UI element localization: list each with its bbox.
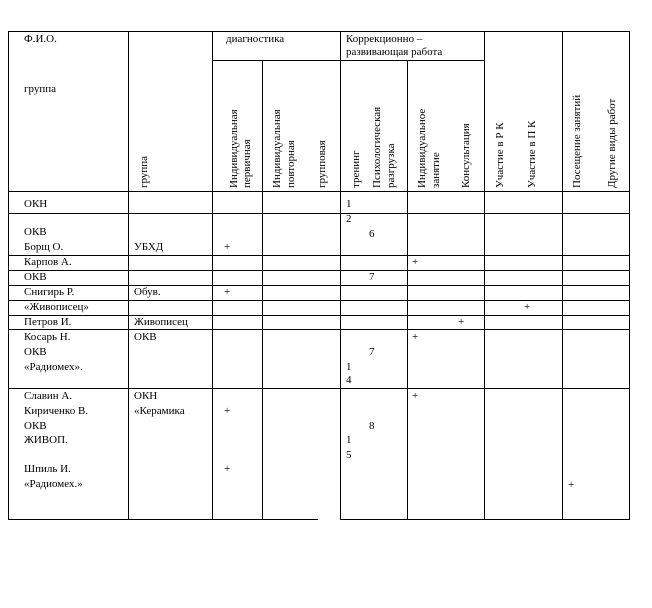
header-part-rk: Участие в Р К bbox=[494, 122, 506, 188]
cell-ind-primary: + bbox=[224, 463, 231, 475]
table-rule bbox=[562, 31, 563, 520]
cell-name: Шпиль И. bbox=[24, 463, 71, 475]
cell-psych: 6 bbox=[369, 228, 375, 240]
cell-name: Снигирь Р. bbox=[24, 286, 75, 298]
cell-ind-session: + bbox=[412, 256, 419, 268]
header-visit: Посещение занятий bbox=[571, 94, 583, 188]
table-rule bbox=[629, 31, 630, 520]
cell-name: Косарь Н. bbox=[24, 331, 71, 343]
table-rule bbox=[8, 255, 630, 256]
cell-name: Борщ О. bbox=[24, 241, 64, 253]
cell-name: ЖИВОП. bbox=[24, 434, 68, 446]
table-rule bbox=[8, 270, 630, 271]
table-rule bbox=[212, 31, 213, 520]
table-rule bbox=[8, 191, 630, 192]
cell-training: 5 bbox=[346, 449, 352, 461]
header-correction: Коррекционно – bbox=[346, 33, 423, 45]
cell-name: Кириченко В. bbox=[24, 405, 89, 417]
table-rule bbox=[8, 519, 318, 520]
table-rule bbox=[8, 31, 630, 32]
cell-name: «Живописец» bbox=[24, 301, 89, 313]
header-ind-repeat: повторная bbox=[285, 140, 297, 188]
cell-training: 1 bbox=[346, 198, 352, 210]
cell-name: «Радиомех.» bbox=[24, 478, 83, 490]
table-rule bbox=[262, 60, 263, 520]
header-ind-session: Индивидуальное bbox=[416, 108, 428, 188]
cell-ind-primary: + bbox=[224, 405, 231, 417]
table-rule bbox=[407, 60, 408, 520]
cell-group: Живописец bbox=[134, 316, 188, 328]
cell-psych: 7 bbox=[369, 346, 375, 358]
header-group-diag: групповая bbox=[316, 140, 328, 188]
cell-group: ОКВ bbox=[134, 331, 157, 343]
cell-ind-session: + bbox=[412, 331, 419, 343]
header-correction: развивающая работа bbox=[346, 46, 443, 58]
cell-name: Карпов А. bbox=[24, 256, 72, 268]
header-ind-primary: первичная bbox=[241, 139, 253, 188]
cell-name: Петров И. bbox=[24, 316, 72, 328]
header-group-left: группа bbox=[24, 83, 57, 95]
cell-training: 4 bbox=[346, 374, 352, 386]
cell-name: «Радиомех». bbox=[24, 361, 83, 373]
cell-name: ОКВ bbox=[24, 420, 47, 432]
table-rule bbox=[8, 285, 630, 286]
table-rule bbox=[8, 315, 630, 316]
table-rule bbox=[8, 300, 630, 301]
cell-ind-session: + bbox=[412, 390, 419, 402]
table-rule bbox=[340, 31, 341, 520]
cell-psych: 7 bbox=[369, 271, 375, 283]
table-rule bbox=[340, 519, 630, 520]
header-psych: Психологическая bbox=[371, 106, 383, 188]
cell-ind-primary: + bbox=[224, 241, 231, 253]
table-rule bbox=[484, 31, 485, 520]
header-training: тренинг bbox=[350, 150, 362, 188]
header-ind-session: занятие bbox=[430, 152, 442, 188]
cell-ind-primary: + bbox=[224, 286, 231, 298]
table-rule bbox=[8, 213, 630, 214]
cell-group: «Керамика bbox=[134, 405, 185, 417]
cell-name: ОКВ bbox=[24, 271, 47, 283]
table-rule bbox=[212, 60, 485, 61]
header-other: Другие виды работ bbox=[606, 98, 618, 188]
table-rule bbox=[8, 31, 9, 520]
cell-training: 2 bbox=[346, 213, 352, 225]
header-diagnostics: диагностика bbox=[226, 33, 285, 45]
cell-name: ОКН bbox=[24, 198, 48, 210]
cell-group: ОКН bbox=[134, 390, 158, 402]
cell-group: УБХД bbox=[134, 241, 164, 253]
cell-name: ОКВ bbox=[24, 226, 47, 238]
header-consult: Консультация bbox=[460, 123, 472, 188]
cell-name: Славин А. bbox=[24, 390, 73, 402]
table-rule bbox=[8, 388, 630, 389]
cell-name: ОКВ bbox=[24, 346, 47, 358]
cell-part-pk: + bbox=[524, 301, 531, 313]
table-rule bbox=[8, 329, 630, 330]
cell-training: 1 bbox=[346, 434, 352, 446]
header-ind-repeat: Индивидуальная bbox=[271, 109, 283, 188]
header-group-col: группа bbox=[138, 155, 150, 188]
cell-visit: + bbox=[568, 479, 575, 491]
cell-group: Обув. bbox=[134, 286, 161, 298]
header-part-pk: Участие в П К bbox=[526, 120, 538, 188]
header-fio: Ф.И.О. bbox=[24, 33, 57, 45]
cell-training: 1 bbox=[346, 361, 352, 373]
cell-psych: 8 bbox=[369, 420, 375, 432]
cell-consult: + bbox=[458, 316, 465, 328]
header-ind-primary: Индивидуальная bbox=[228, 109, 240, 188]
header-psych: разгрузка bbox=[385, 143, 397, 188]
table-rule bbox=[128, 31, 129, 520]
